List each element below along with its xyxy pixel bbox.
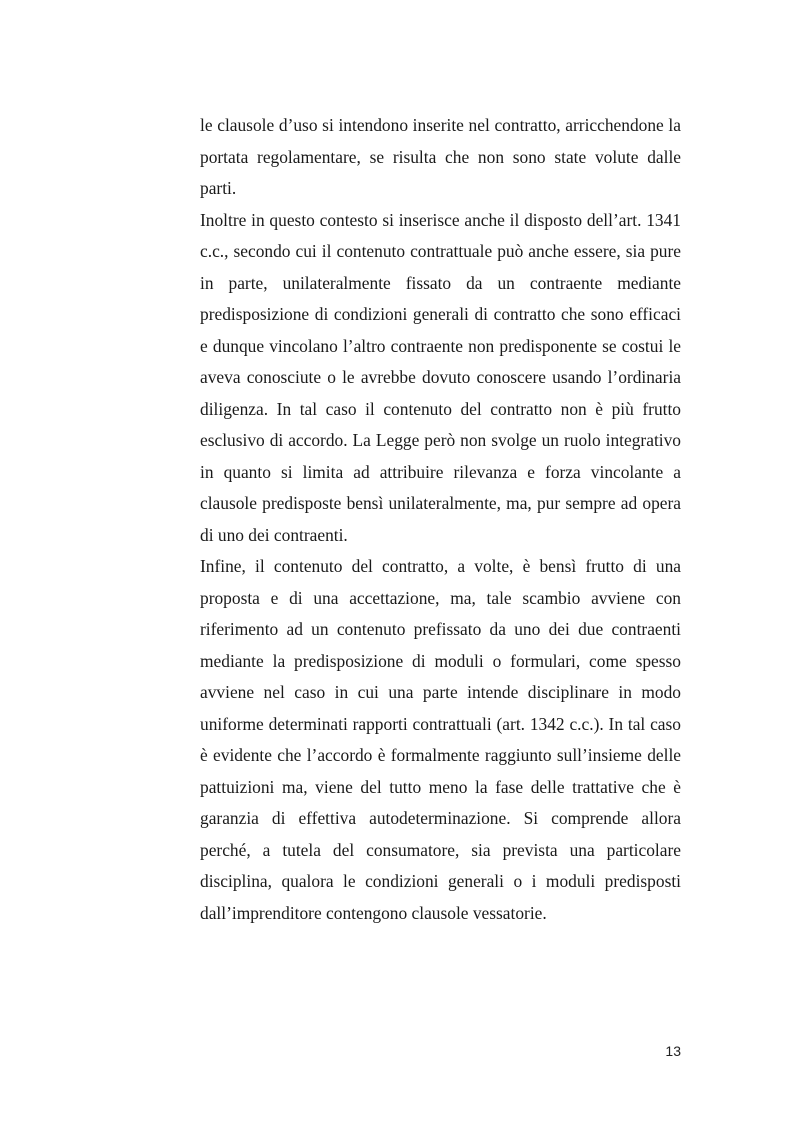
page-number: 13	[665, 1043, 681, 1059]
paragraph-3: Infine, il contenuto del contratto, a volte, è bensì frutto di una proposta e di una accettazione, ma, tale scambio avviene con riferimento ad un contenuto prefissato da uno dei due contraenti mediante la predisposizione di moduli o formulari, come spesso avviene nel caso in cui una parte intende disciplinare in modo uniforme determinati rapporti contrattuali (art. 1342 c.c.). In tal caso è evidente che l’accordo è formalmente raggiunto sull’insieme delle pattuizioni ma, viene del tutto meno la fase delle trattative che è garanzia di effettiva autodeterminazione. Si comprende allora perché, a tutela del consumatore, sia prevista una particolare disciplina, qualora le condizioni generali o i moduli predisposti dall’imprenditore contengono clausole vessatorie.	[200, 556, 681, 923]
body-text	[200, 110, 681, 929]
paragraph-2: Inoltre in questo contesto si inserisce anche il disposto dell’art. 1341 c.c., secondo cui il contenuto contrattuale può anche essere, sia pure in parte, unilateralmente fissato da un contraente mediante predisposizione di condizioni generali di contratto che sono efficaci e dunque vincolano l’altro contraente non predisponente se costui le aveva conosciute o le avrebbe dovuto conoscere usando l’ordinaria diligenza. In tal caso il contenuto del contratto non è più frutto esclusivo di accordo. La Legge però non svolge un ruolo integrativo in quanto si limita ad attribuire rilevanza e forza vincolante a clausole predisposte bensì unilateralmente, ma, pur sempre ad opera di uno dei contraenti.	[200, 209, 681, 545]
paragraph-1: le clausole d’uso si intendono inserite nel contratto, arricchendone la portata regolamentare, se risulta che non sono state volute dalle parti.	[200, 115, 681, 198]
